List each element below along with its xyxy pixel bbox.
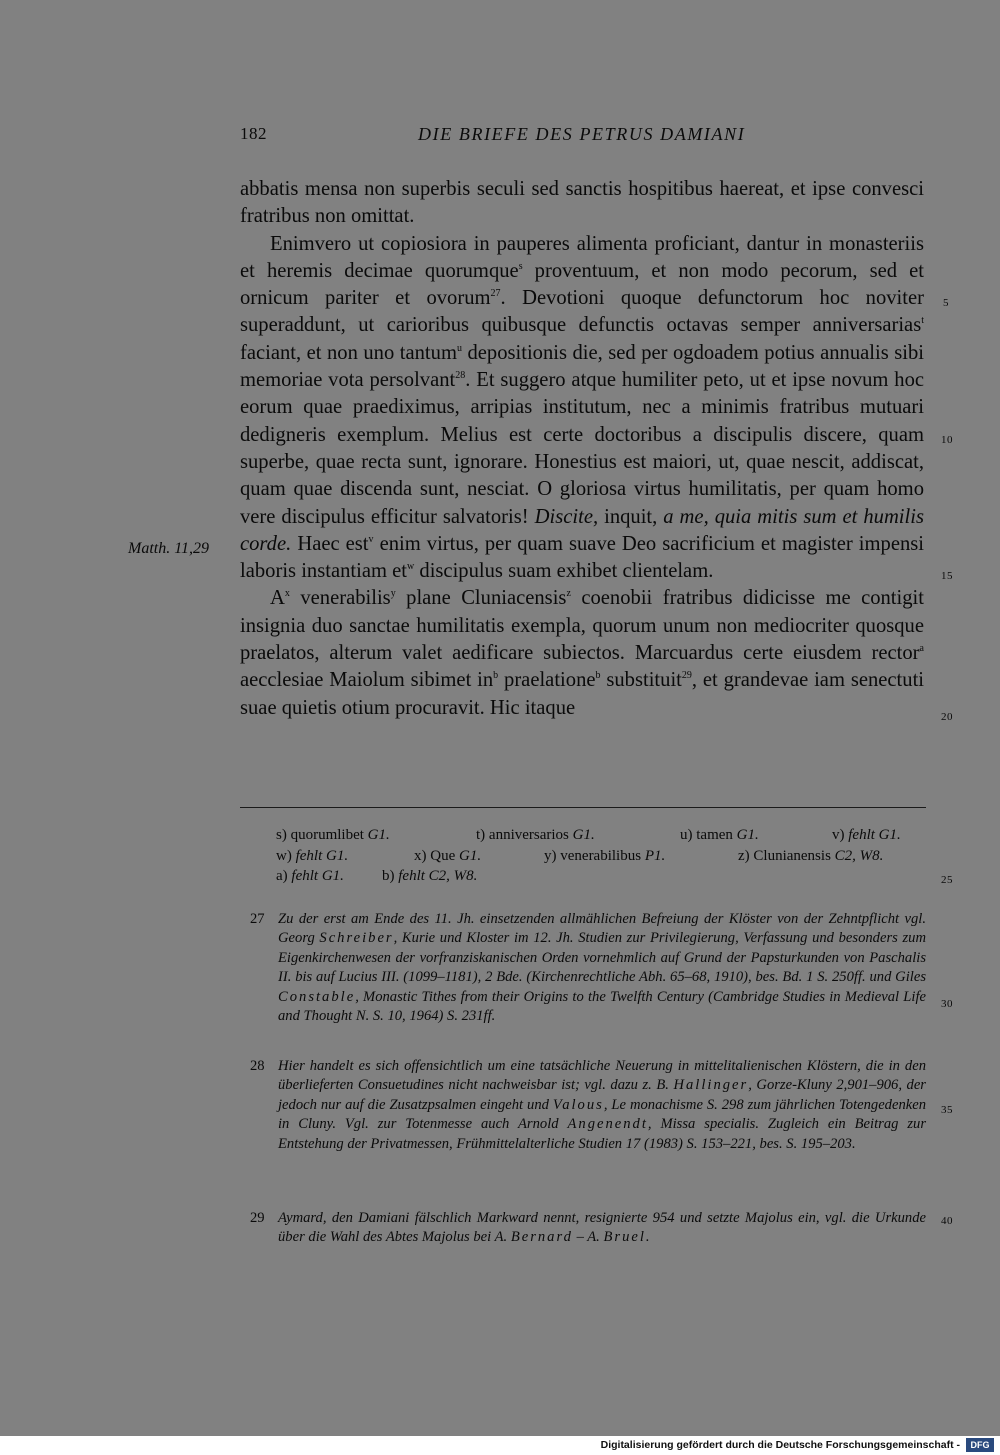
line-number: 35 xyxy=(941,1104,953,1116)
apparatus-marker: x xyxy=(284,588,290,600)
margin-reference: Matth. 11,29 xyxy=(128,540,210,557)
apparatus-entry: x) Que G1. xyxy=(414,848,482,864)
apparatus-marker: y xyxy=(390,588,396,600)
apparatus-entry: u) tamen G1. xyxy=(680,827,759,843)
apparatus-marker: z xyxy=(566,588,571,600)
page-number: 182 xyxy=(240,124,267,143)
apparatus-marker: b xyxy=(595,670,601,682)
footnote-marker: 28 xyxy=(455,370,466,382)
quotation: Discite, xyxy=(534,505,599,528)
footnote-marker: 29 xyxy=(681,670,692,682)
line-number: 15 xyxy=(941,570,953,582)
apparatus-entry: z) Clunianensis C2, W8. xyxy=(738,848,884,864)
line-number: 10 xyxy=(941,434,953,446)
footnote-27: 27 Zu der erst am Ende des 11. Jh. einsetzenden allmählichen Befreiung der Klöster von der Zehntpflicht vgl. Georg Schreiber, Kurie und Kloster im 12. Jh. Studien zur Privilegierung, Verfassung und besonders zum Eigenkirchenwesen der vorfranziskanischen Orden vornehmlich auf Grund der Papsturkunden von Paschalis II. bis auf Lucius III. (1099–1181), 2 Bde. (Kirchenrechtliche Abh. 65–68, 1910), bes. Bd. 1 S. 250ff. und Giles Constable, Monastic Tithes from their Origins to the Twelfth Century (Cambridge Studies in Medieval Life and Thought N. S. 10, 1964) S. 231ff. xyxy=(250,911,926,1025)
line-number: 25 xyxy=(941,874,953,886)
paragraph: Enimvero ut copiosiora in pauperes alimenta proficiant, dantur in monasteriis et heremis decimae quorumque$^s$ proventuum, et non modo pecorum, sed et ornicum pariter et ovorum$^{27}$. Devotioni quoque defunctorum hoc noviter superaddunt, ut carioribus quibusque defunctis octavas semper anniversarias$^t$ faciant, et non uno tantum$^u$ depositionis die, sed per ogdoadem potius annualis sibi memoriae vota persolvant$^{28}$. Et suggero atque humiliter peto, ut et ipse novum hoc eorum quae praediximus, arripias institutum, nec a minimis fratribus mutuari dedigneris exemplum. Melius est certe doctoribus a discipulis discere, quam superbe, quae recta sunt, ignorare. Honestius est maiori, ut, quae nescit, addiscat, quam quae discenda sunt, nesciat. O gloriosa virtus humilitatis, per quam homo vere discipulus efficitur salvatoris! Discite, inquit, a me, quia mitis sum et humilis corde. Haec est$^v$ enim virtus, per quam suave Deo sacrificium et magister impensi laboris instantiam $et^w$ discipulus suam exhibet clientelam. xyxy=(240,232,925,583)
apparatus-marker: w xyxy=(407,561,415,573)
footnote-separator xyxy=(240,807,926,808)
apparatus-marker: u xyxy=(456,342,462,354)
apparatus-entry: v) fehlt G1. xyxy=(832,827,901,843)
apparatus-marker: a xyxy=(919,643,924,655)
paragraph: $A^x$ venerabilis$^y$ plane Cluniacensis$^z$ coenobii fratribus didicisse me contigit insignia duo sanctae humilitatis exempla, quorum unum non mediocriter quosque praelatos, alterum valet aedificare subiectos. Marcuardus certe eiusdem rector$^a$ aecclesiae Maiolum sibimet $in^b$ praelatione$^b$ substituit$^{29}$, et grandevae iam senectuti suae quietis otium procuravit. Hic itaque xyxy=(240,587,925,719)
apparatus-marker: t xyxy=(921,315,924,327)
quotation: a me, quia mitis sum et humilis corde. xyxy=(240,505,924,555)
footnote-29: 29 Aymard, den Damiani fälschlich Markward nennt, resignierte 954 und setzte Majolus ein, vgl. die Urkunde über die Wahl des Abtes Majolus bei A. Bernard – A. Bruel. xyxy=(250,1210,926,1246)
footnote-marker: 27 xyxy=(490,288,501,300)
apparatus-entry: t) anniversarios G1. xyxy=(476,827,595,843)
apparatus-marker: v xyxy=(368,534,374,545)
line-number: 40 xyxy=(941,1215,953,1227)
apparatus-entry: s) quorumlibet G1. xyxy=(276,827,390,843)
line-number: 20 xyxy=(941,711,953,723)
dfg-logo: DFG xyxy=(966,1438,994,1452)
apparatus-entry: y) venerabilibus P1. xyxy=(544,848,666,864)
line-number: 5 xyxy=(943,297,949,309)
paragraph: abbatis mensa non superbis seculi sed sanctis hospitibus haereat, et ipse convesci fratribus non omittat. xyxy=(240,178,924,228)
apparatus-marker: s xyxy=(518,261,523,273)
apparatus-entry: w) fehlt G1. xyxy=(276,848,349,864)
line-number: 30 xyxy=(941,998,953,1010)
footnote-28: 28 Hier handelt es sich offensichtlich um eine tatsächliche Neuerung in mittelitalienischen Klöstern, die in den überlieferten Consuetudines nicht nachweisbar ist; vgl. dazu z. B. Hallinger, Gorze-Kluny 2,901–906, der jedoch nur auf die Zusatzpsalmen eingeht und Valous, Le monachisme S. 298 zum jährlichen Totengedenken in Cluny. Vgl. zur Totenmesse auch Arnold Angenendt, Missa specialis. Zugleich ein Beitrag zur Entstehung der Privatmessen, Frühmittelalterliche Studien 17 (1983) S. 153–221, bes. S. 195–203. xyxy=(250,1058,926,1152)
apparatus-entry: b) fehlt C2, W8. xyxy=(382,868,478,884)
running-title: DIE BRIEFE DES PETRUS DAMIANI xyxy=(418,124,746,144)
main-text xyxy=(240,176,924,722)
funding-notice: Digitalisierung gefördert durch die Deutsche Forschungsgemeinschaft - xyxy=(600,1439,960,1451)
apparatus-marker: b xyxy=(493,670,499,682)
apparatus-entry: a) fehlt G1. xyxy=(276,868,344,884)
